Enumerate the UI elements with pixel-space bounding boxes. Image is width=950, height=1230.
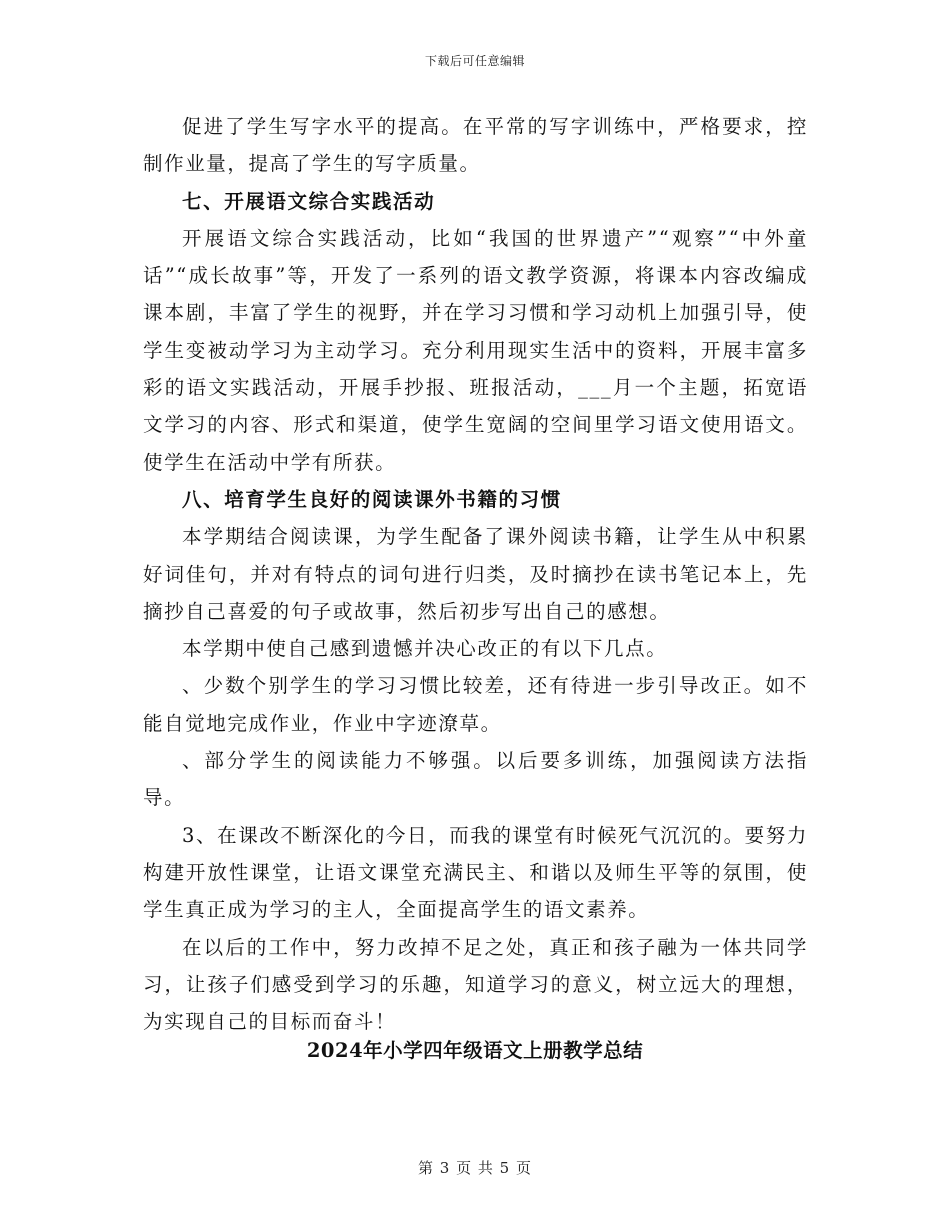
section-heading-7: 七、开展语文综合实践活动 — [182, 189, 436, 213]
header-note: 下载后可任意编辑 — [424, 54, 525, 68]
paragraph-point-3: 3、在课改不断深化的今日，而我的课堂有时候死气沉沉的。要努力构建开放性课堂，让语文课堂充满民主、和谐以及师生平等的氛围，使学生真正成为学习的主人，全面提高学生的语文素养。 — [143, 823, 808, 922]
paragraph-point-2: 、部分学生的阅读能力不够强。以后要多训练，加强阅读方法指导。 — [143, 749, 808, 810]
paragraph-closing: 在以后的工作中，努力改掉不足之处，真正和孩子融为一体共同学习，让孩子们感受到学习的乐趣，知道学习的意义，树立远大的理想，为实现自己的目标而奋斗！ — [143, 935, 808, 1034]
paragraph-continuation: 促进了学生写字水平的提高。在平常的写字训练中，严格要求，控制作业量，提高了学生的写字质量。 — [143, 115, 808, 176]
section-heading-8: 八、培育学生良好的阅读课外书籍的习惯 — [182, 487, 562, 511]
paragraph-reading: 本学期结合阅读课，为学生配备了课外阅读书籍，让学生从中积累好词佳句，并对有特点的词句进行归类，及时摘抄在读书笔记本上，先摘抄自己喜爱的句子或故事，然后初步写出自己的感想。 — [143, 525, 808, 623]
paragraph-point-1: 、少数个别学生的学习习惯比较差，还有待进一步引导改正。如不能自觉地完成作业，作业中字迹潦草。 — [143, 674, 808, 735]
paragraph-activities: 开展语文综合实践活动，比如“我国的世界遗产”“观察”“中外童话”“成长故事”等，开发了一系列的语文教学资源，将课本内容改编成课本剧，丰富了学生的视野，并在学习习惯和学习动机上加强引导，使学生变被动学习为主动学习。充分利用现实生活中的资料，开展丰富多彩的语文实践活动，开展手抄报、班报活动，___月一个主题，拓宽语文学习的内容、形式和渠道，使学生宽阔的空间里学习语文使用语文。使学生在活动中学有所获。 — [143, 226, 808, 474]
next-document-title: 2024年小学四年级语文上册教学总结 — [306, 1039, 644, 1062]
paragraph-regrets-intro: 本学期中使自己感到遗憾并决心改正的有以下几点。 — [182, 637, 668, 661]
page-number: 第 3 页 共 5 页 — [418, 1159, 532, 1177]
document-body — [143, 108, 808, 1040]
